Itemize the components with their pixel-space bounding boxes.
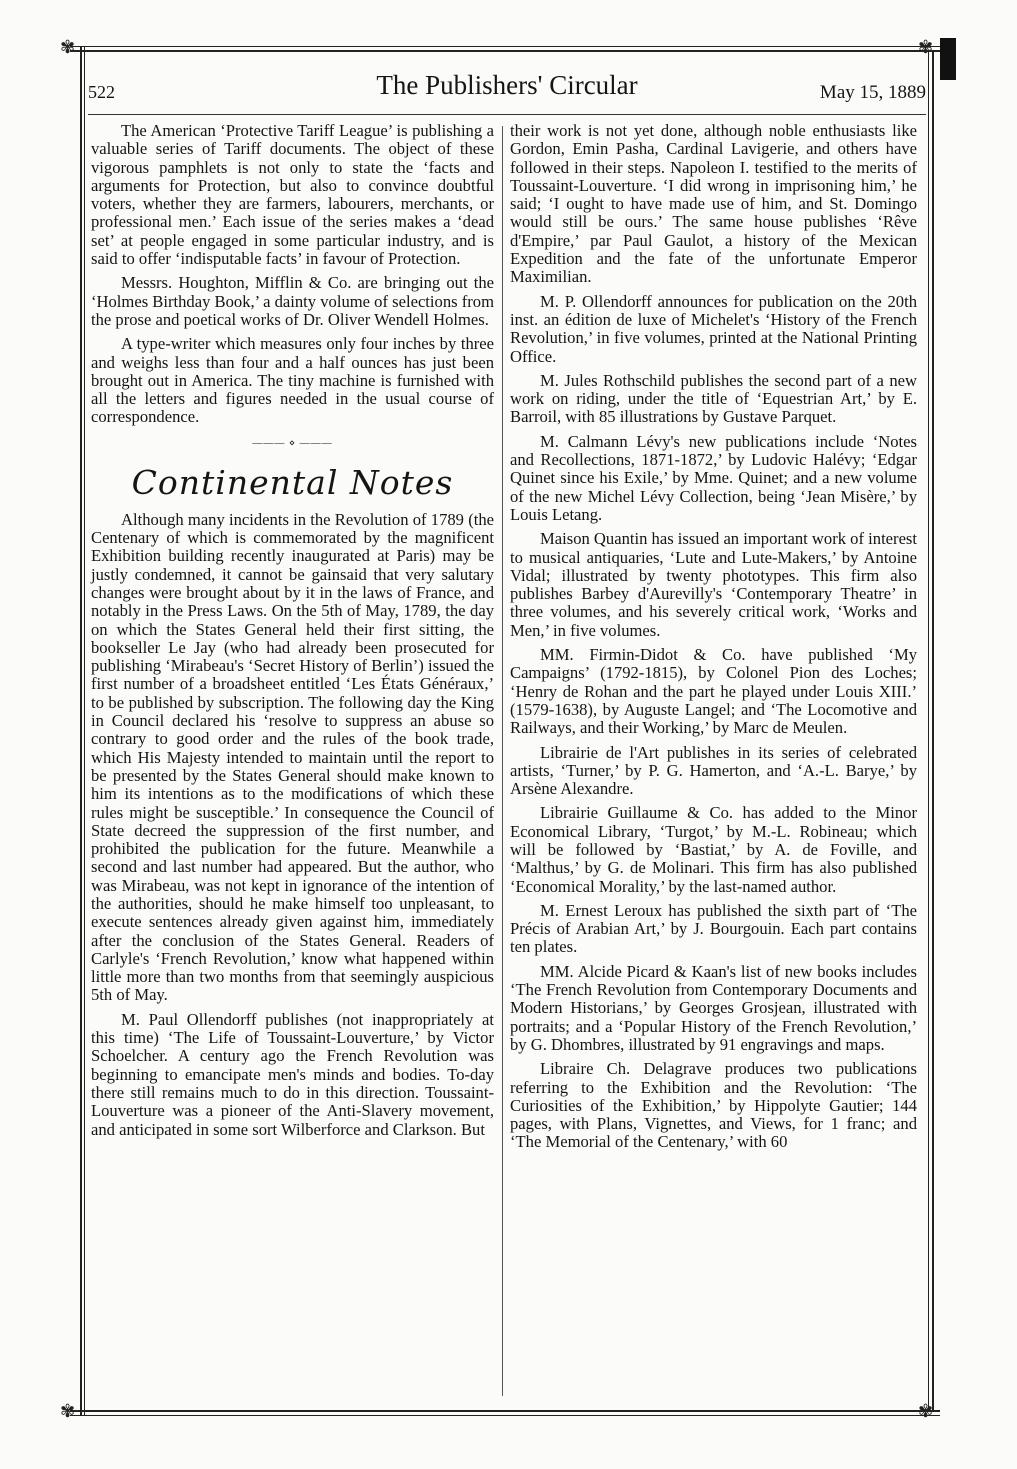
paragraph-maison-quantin: Maison Quantin has issued an important work of interest to musical antiquaries, ‘Lute and Lute-Makers,’ by Antoine Vidal; illustrated by twenty phototypes. This firm also publishes Barbey d'Aurevilly's ‘Contemporary Theatre’ in three volumes, and his severely critical work, ‘Works and Men,’ in five volumes. xyxy=(510,529,917,640)
frame-rule-left xyxy=(80,46,82,1416)
section-heading: Continental Notes xyxy=(131,462,454,502)
corner-ornament-icon: ✾ xyxy=(918,37,934,57)
paragraph-delagrave: Libraire Ch. Delagrave produces two publications referring to the Exhibition and the Revolution: ‘The Curiosities of the Exhibition,’ by Hippolyte Gautier; 144 pages, with Plans, Vignettes, and Views, for 1 franc; and ‘The Memorial of the Centenary,’ with 60 xyxy=(510,1059,917,1152)
corner-ornament-icon: ✾ xyxy=(918,1401,934,1421)
frame-rule-bottom xyxy=(70,1410,940,1412)
frame-rule-bottom-outer xyxy=(70,1415,940,1416)
frame-rule-top xyxy=(70,46,940,47)
page-number: 522 xyxy=(88,82,115,102)
corner-ornament-icon: ✾ xyxy=(60,37,76,57)
paragraph-calmann-levy: M. Calmann Lévy's new publications include ‘Notes and Recollections, 1871-1872,’ by Ludovic Halévy; ‘Edgar Quinet since his Exile,’ by Mme. Quinet; and a new volume of the new Michel Lévy Collection, being ‘Jean Misère,’ by Louis Letang. xyxy=(510,431,917,524)
paragraph-librairie-guillaume: Librairie Guillaume & Co. has added to the Minor Economical Library, ‘Turgot,’ by M.-L. Robineau; which will be followed by ‘Bastiat,’ by A. de Foville, and ‘Malthus,’ by G. de Molinari. This firm has also published ‘Economical Morality,’ by the last-named author. xyxy=(510,803,917,896)
left-column xyxy=(91,122,494,1145)
paragraph-continuation: their work is not yet done, although noble enthusiasts like Gordon, Emin Pasha, Cardinal Lavigerie, and others have followed in their steps. Napoleon I. testified to the merits of Toussaint-Louverture. ‘I did wrong in imprisoning him,’ he said; ‘I ought to have made use of him, and St. Domingo would still be ours.’ The same house publishes ‘Rêve d'Empire,’ par Paul Gaulot, a history of the Mexican Expedition and the fate of the unfortunate Emperor Maximilian. xyxy=(510,121,917,287)
running-head xyxy=(88,70,926,110)
paragraph-press-laws: Although many incidents in the Revolution of 1789 (the Centenary of which is commemorated by the magnificent Exhibition building recently inaugurated at Paris) may be justly condemned, it cannot be gainsaid that very salutary changes were brought about by it in the laws of France, and notably in the Press Laws. On the 5th of May, 1789, the day on which the States General held their first sitting, the bookseller Le Jay (who had already been prosecuted for publishing ‘Mirabeau's ‘Secret History of Berlin’) issued the first number of a broadsheet entitled ‘Les États Généraux,’ to be published by subscription. The following day the King in Council declared his ‘resolve to suppress an abuse so contrary to good order and the rules of the book trade, which His Majesty intended to maintain until the report to be presented by the States General should make known to him its intentions as to the modifications of which these rules might be susceptible.’ In consequence the Council of State decreed the suppression of the first number, and prohibited the publication for the future. Meanwhile a second and last number had appeared. But the author, who was Mirabeau, was not kept in ignorance of the intention of the authorities, should he make himself too unpleasant, to execute sentences already given against him, immediately after the conclusion of the States General. Readers of Carlyle's ‘French Revolution,’ know what happened within little more than two months from that seemingly auspicious 5th of May. xyxy=(91,509,494,1005)
paragraph-librairie-de-lart: Librairie de l'Art publishes in its series of celebrated artists, ‘Turner,’ by P. G. Hamerton, and ‘A.-L. Barye,’ by Arsène Alexandre. xyxy=(510,742,917,799)
paragraph-rothschild: M. Jules Rothschild publishes the second part of a new work on riding, under the title of ‘Equestrian Art,’ by E. Barroil, with 85 illustrations by Gustave Parquet. xyxy=(510,370,917,427)
paragraph-alcide-picard: MM. Alcide Picard & Kaan's list of new books includes ‘The French Revolution from Contemporary Documents and Modern Historians,’ by Georges Grosjean, illustrated with portraits; and a ‘Popular History of the French Revolution,’ by G. Dhombres, illustrated by 91 engravings and maps. xyxy=(510,961,917,1054)
paragraph-firmin-didot: MM. Firmin-Didot & Co. have published ‘My Campaigns’ (1792-1815), by Colonel Pion des Loches; ‘Henry de Rohan and the part he played under Louis XIII.’ (1579-1638), by Auguste Langel; and ‘The Locomotive and Railways, and their Working,’ by Marc de Meulen. xyxy=(510,645,917,738)
header-rule xyxy=(88,114,926,115)
page-edge-bar xyxy=(940,38,956,80)
paragraph-type-writer: A type-writer which measures only four inches by three and weighs less than four and a half ounces has just been brought out in America. The tiny machine is furnished with all the letters and figures needed in the usual course of correspondence. xyxy=(91,334,494,427)
frame-rule-left-inner xyxy=(84,46,85,1416)
column-divider xyxy=(502,126,503,1396)
section-divider-ornament: ——— ⋄ ——— xyxy=(252,437,333,449)
paragraph-ernest-leroux: M. Ernest Leroux has published the sixth part of ‘The Précis of Arabian Art,’ by J. Bourgouin. Each part contains ten plates. xyxy=(510,900,917,957)
frame-rule-right xyxy=(932,50,934,1410)
issue-date: May 15, 1889 xyxy=(819,82,926,103)
paragraph-holmes-birthday-book: Messrs. Houghton, Mifflin & Co. are bringing out the ‘Holmes Birthday Book,’ a dainty volume of selections from the prose and poetical works of Dr. Oliver Wendell Holmes. xyxy=(91,273,494,329)
right-column xyxy=(510,122,917,1158)
frame-rule-top-inner xyxy=(70,50,940,52)
paragraph-toussaint-louverture: M. Paul Ollendorff publishes (not inappropriately at this time) ‘The Life of Toussaint-Louverture,’ by Victor Schoelcher. A century ago the French Revolution was beginning to emancipate men's minds and bodies. To-day there still remains much to do in this direction. Toussaint-Louverture was a pioneer of the Anti-Slavery movement, and anticipated in some sort Wilberforce and Clarkson. But xyxy=(91,1009,494,1139)
frame-rule-right-inner xyxy=(928,50,929,1410)
journal-title: The Publishers' Circular xyxy=(376,70,638,100)
corner-ornament-icon: ✾ xyxy=(60,1401,76,1421)
paragraph-ollendorff-michelet: M. P. Ollendorff announces for publication on the 20th inst. an édition de luxe of Michelet's ‘History of the French Revolution,’ in five volumes, printed at the National Printing Office. xyxy=(510,291,917,366)
paragraph-tariff-league: The American ‘Protective Tariff League’ is publishing a valuable series of Tariff documents. The object of these vigorous pamphlets is not only to state the ‘facts and arguments for Protection, but also to convince doubtful voters, whether they are farmers, labourers, merchants, or professional men.’ Each issue of the series makes a ‘dead set’ at people engaged in some particular industry, and is said to offer ‘indisputable facts’ in favour of Protection. xyxy=(91,121,494,269)
